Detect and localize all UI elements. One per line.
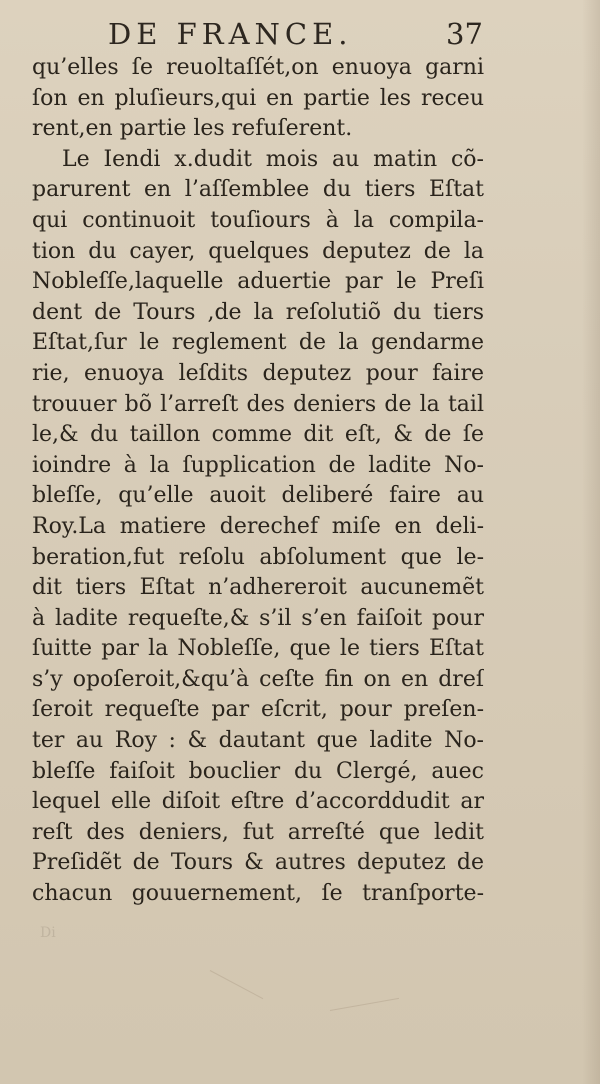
text-line: lequel elle diſoit eſtre d’accorddudit ar	[32, 789, 484, 815]
text-line: chacun gouuernement, ſe tranſporte-	[32, 881, 484, 907]
show-through-mark	[210, 970, 263, 999]
body-text	[32, 53, 484, 910]
page-number: 37	[446, 17, 483, 51]
text-line: bleſſe faiſoit bouclier du Clergé, auec	[32, 758, 484, 784]
text-line: dit tiers Eſtat n’adhereroit aucunemẽt	[32, 575, 484, 601]
text-line: Roy.La matiere derechef miſe en deli-	[32, 513, 484, 539]
text-line: s’y opoſeroit,&qu’à ceſte fin on en dreſ	[32, 666, 484, 692]
text-line: dent de Tours ,de la reſolutiõ du tiers	[32, 299, 484, 325]
text-line: rent,en partie les refuſerent.	[32, 116, 353, 142]
text-line: tion du cayer, quelques deputez de la	[32, 238, 484, 264]
text-line: parurent en l’aſſemblee du tiers Eſtat	[32, 177, 484, 203]
text-line: qu’elles ſe reuoltaſſét,on enuoya garni	[32, 55, 484, 80]
text-line: Nobleſſe,laquelle aduertie par le Preſi	[32, 269, 484, 295]
text-line: qui continuoit touſiours à la compila-	[32, 207, 484, 233]
text-line: ſuitte par la Nobleſſe, que le tiers Eſtat	[32, 636, 484, 662]
text-line: ter au Roy : & dautant que ladite No-	[32, 728, 484, 754]
page-edge-shadow	[582, 0, 600, 1084]
text-line: Eſtat,ſur le reglement de la gendarme	[32, 330, 484, 356]
text-line: ioindre à la ſupplication de ladite No-	[32, 452, 484, 478]
text-line: le,& du taillon comme dit eſt, & de ſe	[32, 422, 484, 448]
text-line: ſon en pluſieurs,qui en partie les receu	[32, 85, 484, 111]
running-header: DE FRANCE.	[108, 17, 353, 51]
text-line: rie, enuoya leſdits deputez pour faire	[32, 360, 484, 386]
text-line: trouuer bõ l’arreſt des deniers de la tail	[32, 391, 484, 417]
text-line: Preſidẽt de Tours & autres deputez de	[32, 850, 484, 876]
signature-mark: Di	[40, 925, 56, 941]
text-line: bleſſe, qu’elle auoit deliberé faire au	[32, 483, 484, 509]
text-line: reſt des deniers, fut arreſté que ledit	[32, 819, 484, 845]
text-line: beration,fut reſolu abſolument que le-	[32, 544, 484, 570]
show-through-mark	[330, 998, 399, 1011]
text-line: ſeroit requeſte par eſcrit, pour preſen-	[32, 697, 484, 723]
text-line: à ladite requeſte,& s’il s’en faiſoit pour	[32, 605, 484, 631]
text-line: Le Iendi x.dudit mois au matin cõ-	[62, 146, 484, 172]
